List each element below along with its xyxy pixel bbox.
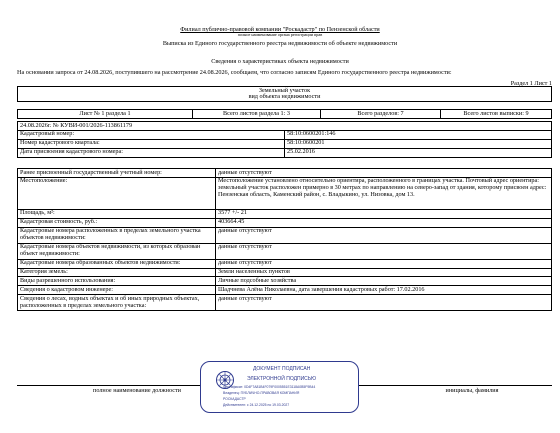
row-value: 25.02.2016 — [285, 148, 552, 157]
row-label: Категория земель: — [18, 268, 216, 277]
sections-total: Всего разделов: 7 — [321, 110, 441, 119]
row-label: Местоположение: — [18, 177, 216, 209]
row-label: Кадастровые номера объектов недвижимости, из которых образован объект недвижимости: — [18, 243, 216, 259]
characteristics-table — [17, 168, 552, 311]
request-ref-line: 24.08.2026г. № КУВИ-001/2026-113861179 — [18, 122, 552, 131]
stamp-title-1: ДОКУМЕНТ ПОДПИСАН — [253, 366, 311, 372]
table-row — [18, 286, 552, 295]
object-type: Земельный участок — [258, 86, 311, 94]
row-label: Кадастровые номера образованных объектов недвижимости: — [18, 259, 216, 268]
stamp-validity: Действителен: с 24.12.2025 по 19.03.2027 — [223, 403, 290, 407]
document-title: Выписка из Единого государственного реестра недвижимости об объекте недвижимости — [162, 40, 398, 47]
object-type-cell — [18, 87, 552, 102]
table-row — [18, 148, 552, 157]
row-value: 403664.45 — [216, 218, 552, 227]
authority-caption: полное наименование органа регистрации прав — [237, 32, 323, 37]
row-label: Дата присвоения кадастрового номера: — [18, 148, 285, 157]
row-label: Площадь, м²: — [18, 209, 216, 218]
row-value: Личные подсобные хозяйства — [216, 277, 552, 286]
row-label: Сведения о лесах, водных объектах и об иных природных объектах, расположенных в пределах земельного участка: — [18, 295, 216, 311]
object-type-caption: вид объекта недвижимости — [248, 93, 321, 100]
row-value: 58:10:0600201 — [285, 139, 552, 148]
sheet-info-table — [17, 109, 552, 119]
table-row — [18, 139, 552, 148]
table-row — [18, 218, 552, 227]
row-value: Шадчнева Алёна Николаевна, дата завершения кадастровых работ: 17.02.2016 — [216, 286, 552, 295]
signature-position-caption: полное наименование должности — [93, 387, 181, 394]
stamp-owner: Владелец: ПУБЛИЧНО-ПРАВОВАЯ КОМПАНИЯ — [223, 391, 300, 395]
table-row — [18, 130, 552, 139]
table-row — [18, 169, 552, 178]
row-value: данные отсутствуют — [216, 295, 552, 311]
section-label: Раздел 1 Лист 1 — [510, 80, 552, 87]
document-subtitle: Сведения о характеристиках объекта недвижимости — [211, 58, 349, 65]
table-row — [18, 277, 552, 286]
request-basis: На основании запроса от 24.08.2026, поступившего на рассмотрение 24.08.2026, сообщаем, что согласно записям Единого государственного реестра недвижимости: — [17, 69, 452, 76]
row-label: Кадастровые номера расположенных в пределах земельного участка объектов недвижимости: — [18, 227, 216, 243]
sheets-in-section: Всего листов раздела 1: 3 — [193, 110, 321, 119]
object-type-table — [17, 86, 552, 102]
e-signature-stamp — [200, 361, 359, 413]
row-value: 58:10:0600201:146 — [285, 130, 552, 139]
stamp-owner-2: РОСКАДАСТР — [223, 397, 246, 401]
sheet-number: Лист № 1 раздела 1 — [18, 110, 193, 119]
row-label: Сведения о кадастровом инженере: — [18, 286, 216, 295]
cadastral-info-table — [17, 121, 552, 158]
stamp-certificate: Сертификат: 0D4F7A81B4F079F0005551E3118A0B5F9B44 — [223, 385, 316, 389]
row-label: Номер кадастрового квартала: — [18, 139, 285, 148]
row-value: Местоположение установлено относительно ориентира, расположенного в границах участка. Почтовый адрес ориентира: земельный участок расположен примерно в 30 метрах по направлению на северо-запад от здания, которому присвоен адрес: Пензенская область, Каменский район, с. Владыкино, ул. Низовка, дом 13. — [216, 177, 552, 209]
stamp-title-2: ЭЛЕКТРОННОЙ ПОДПИСЬЮ — [247, 376, 317, 382]
row-value: Земли населенных пунктов — [216, 268, 552, 277]
row-value: данные отсутствуют — [216, 227, 552, 243]
row-label: Кадастровый номер: — [18, 130, 285, 139]
row-label: Виды разрешенного использования: — [18, 277, 216, 286]
row-value: данные отсутствуют — [216, 259, 552, 268]
table-row — [18, 268, 552, 277]
table-row — [18, 259, 552, 268]
row-label: Ранее присвоенный государственный учетный номер: — [18, 169, 216, 178]
row-label: Кадастровая стоимость, руб.: — [18, 218, 216, 227]
table-row — [18, 209, 552, 218]
table-row — [18, 243, 552, 259]
sheets-total: Всего листов выписки: 9 — [441, 110, 552, 119]
authority-name: Филиал публично-правовой компании "Роскадастр" по Пензенской области — [180, 26, 380, 33]
row-value: данные отсутствуют — [216, 243, 552, 259]
row-value: 3577 +/- 21 — [216, 209, 552, 218]
table-row — [18, 227, 552, 243]
row-value: данные отсутствуют — [216, 169, 552, 178]
signature-name-caption: инициалы, фамилия — [445, 387, 499, 394]
table-row — [18, 295, 552, 311]
table-row — [18, 177, 552, 209]
